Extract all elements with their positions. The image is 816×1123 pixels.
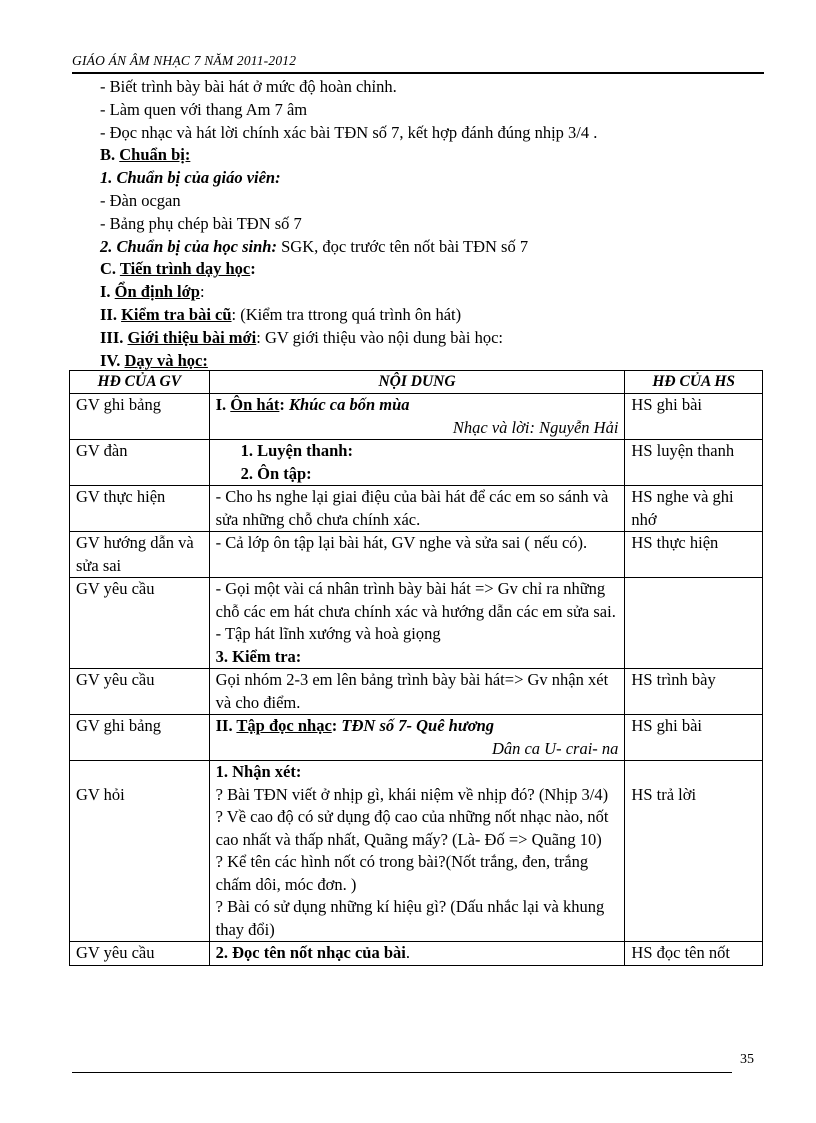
step-1-heading: I. Ổn định lớp: [100,282,205,302]
gv-cell: GV đàn [70,440,210,486]
gv-prep-item: - Đàn ocgan [100,190,181,210]
lesson-table [69,370,763,966]
content-cell: I. Ôn hát: Khúc ca bốn mùa Nhạc và lời: Nguyễn Hải [209,394,625,440]
header-rule [72,72,764,74]
step-2-heading: II. Kiểm tra bài cũ: (Kiểm tra ttrong quá trình ôn hát) [100,304,462,324]
song-author: Nhạc và lời: Nguyễn Hải [452,417,619,437]
page-number: 35 [740,1052,754,1067]
table-row [70,394,763,440]
gv-cell: GV yêu cầu [70,942,210,966]
content-cell: II. Tập đọc nhạc: TĐN số 7- Quê hương Dân ca U- crai- na [209,715,625,761]
hs-cell: HS nghe và ghi nhớ [625,486,763,532]
section-b-heading: B. Chuẩn bị: [100,145,191,165]
step-3-heading: III. Giới thiệu bài mới: GV giới thiệu vào nội dung bài học: [100,327,503,347]
section-c-heading: C. Tiến trình dạy học: [100,259,256,279]
hs-cell: HS trả lời [625,761,763,942]
content-cell: - Gọi một vài cá nhân trình bày bài hát => Gv chỉ ra những chỗ các em hát chưa chính xác và hướng dẫn các em sửa sai. - Tập hát lĩnh xướng và hoà giọng 3. Kiểm tra: [209,578,625,669]
header-content: NỘI DUNG [209,371,625,394]
table-row [70,715,763,761]
content-cell: 1. Nhận xét: ? Bài TĐN viết ở nhịp gì, khái niệm về nhịp đó? (Nhịp 3/4) ? Về cao độ có sử dụng độ cao của những nốt nhạc nào, nốt cao nhất và thấp nhất, Quãng mấy? (Là- Đố => Quãng 10) ? Kể tên các hình nốt có trong bài?(Nốt trắng, đen, trắng chấm dôi, móc đơn. ) ? Bài có sử dụng những kí hiệu gì? (Dấu nhắc lại và khung thay đổi) [209,761,625,942]
table-row [70,669,763,715]
table-row [70,486,763,532]
table-row [70,578,763,669]
header-gv-activity: HĐ CỦA GV [70,371,210,394]
hs-cell: HS trình bày [625,669,763,715]
table-row [70,761,763,942]
hs-cell: HS đọc tên nốt [625,942,763,966]
objective-line: - Đọc nhạc và hát lời chính xác bài TĐN số 7, kết hợp đánh đúng nhịp 3/4 . [100,122,598,142]
footer-rule [72,1072,732,1073]
step-4-heading: IV. Dạy và học: [100,350,208,370]
content-cell: 2. Đọc tên nốt nhạc của bài. [209,942,625,966]
gv-cell: GV yêu cầu [70,669,210,715]
gv-cell: GV ghi bảng [70,715,210,761]
hs-prep-line: 2. Chuẩn bị của học sinh: SGK, đọc trước tên nốt bài TĐN số 7 [100,236,529,256]
table-header-row [70,371,763,394]
content-cell: - Cho hs nghe lại giai điệu của bài hát để các em so sánh và sửa những chỗ chưa chính xác. [209,486,625,532]
hs-cell: HS ghi bài [625,715,763,761]
gv-prep-item: - Bảng phụ chép bài TĐN số 7 [100,213,302,233]
table-row [70,942,763,966]
gv-cell: GV hỏi [70,761,210,942]
content-cell: 1. Luyện thanh: 2. Ôn tập: [209,440,625,486]
gv-cell: GV thực hiện [70,486,210,532]
hs-cell: HS luyện thanh [625,440,763,486]
song-origin: Dân ca U- crai- na [491,738,619,758]
hs-cell: HS ghi bài [625,394,763,440]
content-cell: - Cả lớp ôn tập lại bài hát, GV nghe và sửa sai ( nếu có). [209,532,625,578]
intro-section [100,76,750,372]
objective-line: - Làm quen với thang Am 7 âm [100,99,308,119]
gv-prep-heading: 1. Chuẩn bị của giáo viên: [100,168,281,188]
gv-cell: GV ghi bảng [70,394,210,440]
table-row [70,440,763,486]
page-header: GIÁO ÁN ÂM NHẠC 7 NĂM 2011-2012 [72,53,297,68]
table-row [70,532,763,578]
gv-cell: GV yêu cầu [70,578,210,669]
hs-cell [625,578,763,669]
hs-cell: HS thực hiện [625,532,763,578]
header-hs-activity: HĐ CỦA HS [625,371,763,394]
content-cell: Gọi nhóm 2-3 em lên bảng trình bày bài hát=> Gv nhận xét và cho điểm. [209,669,625,715]
objective-line: - Biết trình bày bài hát ở mức độ hoàn chỉnh. [100,77,397,96]
gv-cell: GV hướng dẫn và sửa sai [70,532,210,578]
